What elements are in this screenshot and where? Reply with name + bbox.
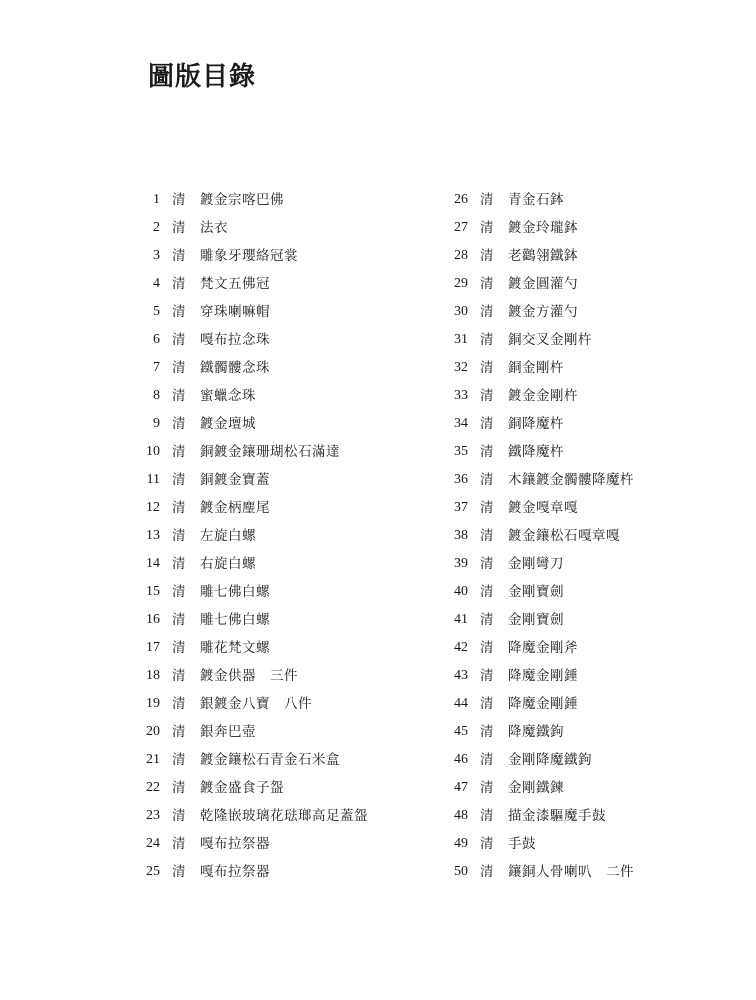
plate-title: 蜜蠟念珠	[200, 388, 256, 404]
list-item	[438, 774, 738, 802]
plate-number: 18	[146, 668, 160, 683]
list-item	[130, 186, 430, 214]
dynasty-label: 清	[172, 388, 186, 404]
list-item	[438, 578, 738, 606]
plate-title: 銅交叉金剛杵	[508, 332, 592, 348]
list-item	[438, 550, 738, 578]
plate-title: 梵文五佛冠	[200, 276, 270, 292]
plate-title: 金剛彎刀	[508, 556, 564, 572]
plate-number: 33	[454, 388, 468, 403]
plate-number: 7	[153, 360, 160, 375]
dynasty-label: 清	[480, 724, 494, 740]
dynasty-label: 清	[480, 192, 494, 208]
list-item	[130, 410, 430, 438]
plate-title: 銀鍍金八寶 八件	[200, 696, 312, 712]
contents-column-left	[130, 186, 430, 886]
plate-number: 24	[146, 836, 160, 851]
dynasty-label: 清	[172, 640, 186, 656]
plate-title: 金剛寶劍	[508, 612, 564, 628]
list-item	[130, 438, 430, 466]
list-item	[130, 522, 430, 550]
dynasty-label: 清	[480, 696, 494, 712]
plate-title: 雕七佛白螺	[200, 584, 270, 600]
plate-number: 40	[454, 584, 468, 599]
plate-title: 銅金剛杵	[508, 360, 564, 376]
list-item	[130, 242, 430, 270]
plate-number: 26	[454, 192, 468, 207]
plate-number: 49	[454, 836, 468, 851]
dynasty-label: 清	[172, 220, 186, 236]
dynasty-label: 清	[172, 836, 186, 852]
plate-number: 16	[146, 612, 160, 627]
plate-title: 銅鍍金鑲珊瑚松石滿達	[200, 444, 340, 460]
plate-title: 鍍金嘎章嘎	[508, 500, 578, 516]
plate-number: 39	[454, 556, 468, 571]
plate-title: 降魔金剛斧	[508, 640, 578, 656]
plate-number: 50	[454, 864, 468, 879]
list-item	[130, 774, 430, 802]
plate-number: 43	[454, 668, 468, 683]
list-item	[438, 298, 738, 326]
list-item	[130, 690, 430, 718]
plate-title: 鍍金圓灌勺	[508, 276, 578, 292]
list-item	[130, 662, 430, 690]
plate-number: 14	[146, 556, 160, 571]
plate-title: 左旋白螺	[200, 528, 256, 544]
plate-number: 35	[454, 444, 468, 459]
list-item	[438, 718, 738, 746]
dynasty-label: 清	[480, 584, 494, 600]
list-item	[438, 466, 738, 494]
dynasty-label: 清	[172, 752, 186, 768]
plate-title: 穿珠喇嘛帽	[200, 304, 270, 320]
dynasty-label: 清	[480, 220, 494, 236]
dynasty-label: 清	[172, 780, 186, 796]
list-item	[130, 466, 430, 494]
dynasty-label: 清	[480, 248, 494, 264]
dynasty-label: 清	[480, 836, 494, 852]
plate-title: 金剛降魔鐵鉤	[508, 752, 592, 768]
plate-number: 23	[146, 808, 160, 823]
dynasty-label: 清	[172, 276, 186, 292]
list-item	[438, 242, 738, 270]
dynasty-label: 清	[172, 332, 186, 348]
plate-title: 降魔金剛錘	[508, 668, 578, 684]
list-item	[438, 858, 738, 886]
plate-number: 19	[146, 696, 160, 711]
dynasty-label: 清	[172, 724, 186, 740]
plate-number: 37	[454, 500, 468, 515]
dynasty-label: 清	[172, 668, 186, 684]
plate-title: 鍍金壇城	[200, 416, 256, 432]
plate-title: 嘎布拉祭器	[200, 864, 270, 880]
dynasty-label: 清	[480, 612, 494, 628]
plate-number: 21	[146, 752, 160, 767]
plate-number: 47	[454, 780, 468, 795]
plate-number: 4	[153, 276, 160, 291]
list-item	[438, 802, 738, 830]
plate-number: 30	[454, 304, 468, 319]
plate-title: 鍍金方灌勺	[508, 304, 578, 320]
list-item	[438, 410, 738, 438]
dynasty-label: 清	[480, 556, 494, 572]
plate-title: 鍍金盛食子盌	[200, 780, 284, 796]
dynasty-label: 清	[480, 416, 494, 432]
list-item	[438, 690, 738, 718]
plate-title: 鍍金柄麈尾	[200, 500, 270, 516]
plate-title: 鐵髑髏念珠	[200, 360, 270, 376]
dynasty-label: 清	[172, 192, 186, 208]
plate-number: 34	[454, 416, 468, 431]
dynasty-label: 清	[172, 444, 186, 460]
dynasty-label: 清	[480, 808, 494, 824]
plate-title: 鍍金金剛杵	[508, 388, 578, 404]
list-item	[130, 578, 430, 606]
plate-number: 3	[153, 248, 160, 263]
plate-number: 27	[454, 220, 468, 235]
list-item	[130, 606, 430, 634]
dynasty-label: 清	[172, 864, 186, 880]
list-item	[130, 718, 430, 746]
dynasty-label: 清	[172, 696, 186, 712]
plate-title: 嘎布拉祭器	[200, 836, 270, 852]
list-item	[130, 634, 430, 662]
plate-number: 17	[146, 640, 160, 655]
dynasty-label: 清	[480, 388, 494, 404]
list-item	[438, 522, 738, 550]
plate-title: 雕花梵文螺	[200, 640, 270, 656]
dynasty-label: 清	[480, 360, 494, 376]
plate-number: 46	[454, 752, 468, 767]
dynasty-label: 清	[172, 528, 186, 544]
plate-title: 鍍金鑲松石青金石米盒	[200, 752, 340, 768]
list-item	[438, 830, 738, 858]
dynasty-label: 清	[480, 304, 494, 320]
plate-number: 32	[454, 360, 468, 375]
plate-title: 降魔金剛錘	[508, 696, 578, 712]
plate-number: 28	[454, 248, 468, 263]
plate-title: 鐵降魔杵	[508, 444, 564, 460]
dynasty-label: 清	[172, 472, 186, 488]
plate-number: 48	[454, 808, 468, 823]
plate-number: 12	[146, 500, 160, 515]
list-item	[438, 382, 738, 410]
plate-title: 金剛鐵鍊	[508, 780, 564, 796]
contents-column-right	[438, 186, 738, 886]
plate-number: 45	[454, 724, 468, 739]
list-item	[438, 606, 738, 634]
plate-number: 10	[146, 444, 160, 459]
plate-title: 鍍金玲瓏鉢	[508, 220, 578, 236]
plate-title: 鑲銅人骨喇叭 二件	[508, 864, 634, 880]
plate-number: 41	[454, 612, 468, 627]
plate-number: 20	[146, 724, 160, 739]
plate-number: 31	[454, 332, 468, 347]
list-item	[130, 550, 430, 578]
plate-number: 11	[146, 472, 160, 487]
list-item	[438, 746, 738, 774]
dynasty-label: 清	[480, 332, 494, 348]
dynasty-label: 清	[480, 444, 494, 460]
plate-title: 雕象牙瓔絡冠裳	[200, 248, 298, 264]
plate-number: 9	[153, 416, 160, 431]
plate-number: 44	[454, 696, 468, 711]
plate-number: 29	[454, 276, 468, 291]
dynasty-label: 清	[480, 864, 494, 880]
list-item	[130, 746, 430, 774]
plate-title: 青金石鉢	[508, 192, 564, 208]
list-item	[130, 858, 430, 886]
plate-number: 36	[454, 472, 468, 487]
plate-title: 右旋白螺	[200, 556, 256, 572]
list-item	[438, 494, 738, 522]
dynasty-label: 清	[172, 500, 186, 516]
list-item	[130, 326, 430, 354]
plate-number: 42	[454, 640, 468, 655]
plate-title: 雕七佛白螺	[200, 612, 270, 628]
dynasty-label: 清	[172, 808, 186, 824]
dynasty-label: 清	[480, 668, 494, 684]
dynasty-label: 清	[480, 528, 494, 544]
dynasty-label: 清	[172, 556, 186, 572]
plate-title: 乾隆嵌玻璃花琺瑯高足蓋盌	[200, 808, 368, 824]
dynasty-label: 清	[480, 500, 494, 516]
dynasty-label: 清	[480, 640, 494, 656]
list-item	[130, 382, 430, 410]
plate-number: 22	[146, 780, 160, 795]
list-item	[130, 270, 430, 298]
list-item	[130, 494, 430, 522]
dynasty-label: 清	[172, 360, 186, 376]
plate-title: 鍍金宗喀巴佛	[200, 192, 284, 208]
plate-title: 銀奔巴壺	[200, 724, 256, 740]
plate-title: 銅鍍金寶蓋	[200, 472, 270, 488]
list-item	[438, 214, 738, 242]
dynasty-label: 清	[480, 780, 494, 796]
list-item	[438, 326, 738, 354]
dynasty-label: 清	[172, 248, 186, 264]
list-item	[438, 662, 738, 690]
dynasty-label: 清	[480, 472, 494, 488]
list-item	[438, 270, 738, 298]
list-item	[438, 354, 738, 382]
plate-number: 15	[146, 584, 160, 599]
plate-title: 描金漆驅魔手鼓	[508, 808, 606, 824]
dynasty-label: 清	[172, 416, 186, 432]
dynasty-label: 清	[172, 584, 186, 600]
plate-title: 鍍金鑲松石嘎章嘎	[508, 528, 620, 544]
plate-title: 金剛寶劍	[508, 584, 564, 600]
plate-title: 法衣	[200, 220, 228, 236]
list-item	[130, 298, 430, 326]
plate-title: 老鸛翎鐵鉢	[508, 248, 578, 264]
list-item	[438, 438, 738, 466]
plate-title: 木鑲鍍金髑髏降魔杵	[508, 472, 634, 488]
dynasty-label: 清	[480, 752, 494, 768]
plate-number: 25	[146, 864, 160, 879]
plate-title: 鍍金供器 三件	[200, 668, 298, 684]
plate-title: 降魔鐵鉤	[508, 724, 564, 740]
dynasty-label: 清	[172, 612, 186, 628]
plate-number: 6	[153, 332, 160, 347]
list-item	[438, 634, 738, 662]
plate-title: 手鼓	[508, 836, 536, 852]
list-item	[438, 186, 738, 214]
plate-number: 38	[454, 528, 468, 543]
list-item	[130, 830, 430, 858]
plate-title: 銅降魔杵	[508, 416, 564, 432]
plate-number: 2	[153, 220, 160, 235]
page-title: 圖版目錄	[148, 62, 257, 92]
dynasty-label: 清	[172, 304, 186, 320]
plate-number: 5	[153, 304, 160, 319]
plate-number: 8	[153, 388, 160, 403]
plate-number: 1	[153, 192, 160, 207]
plate-number: 13	[146, 528, 160, 543]
dynasty-label: 清	[480, 276, 494, 292]
list-item	[130, 354, 430, 382]
list-item	[130, 802, 430, 830]
list-item	[130, 214, 430, 242]
plate-title: 嘎布拉念珠	[200, 332, 270, 348]
